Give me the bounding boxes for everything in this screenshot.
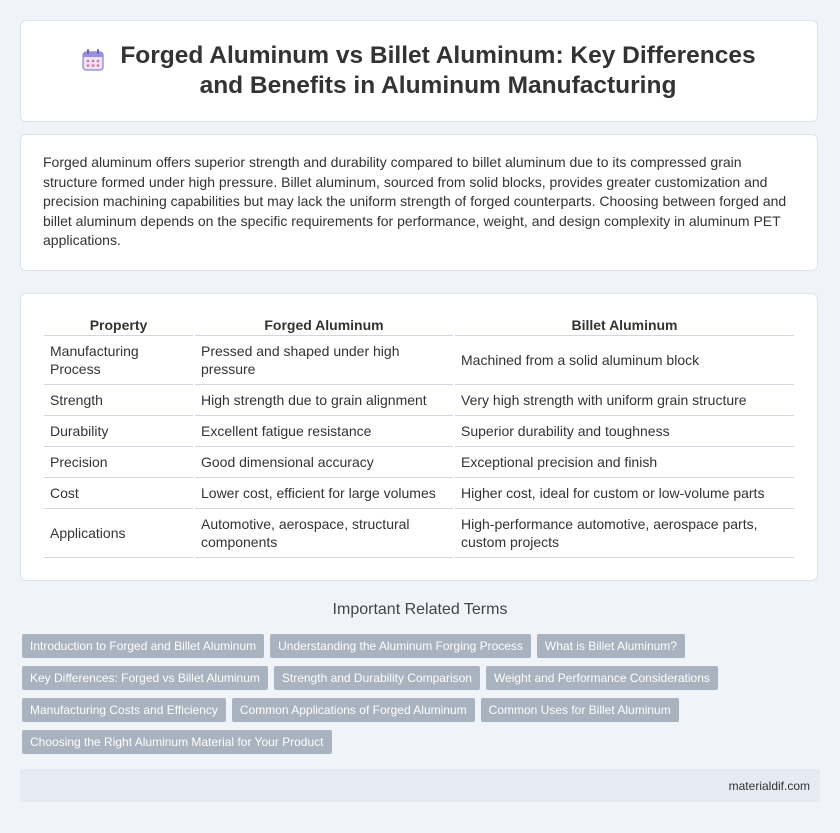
table-cell: High strength due to grain alignment [195,385,453,416]
table-cell: Durability [44,416,193,447]
intro-card [20,134,818,271]
table-cell: Superior durability and toughness [455,416,794,447]
related-term-tag[interactable]: Understanding the Aluminum Forging Process [270,634,531,658]
calendar-icon [80,47,106,73]
table-header-cell: Property [44,312,193,336]
table-row [44,336,794,385]
table-row [44,385,794,416]
table-cell: Manufacturing Process [44,336,193,385]
table-cell: Exceptional precision and finish [455,447,794,478]
table-cell: Lower cost, efficient for large volumes [195,478,453,509]
table-cell: Machined from a solid aluminum block [455,336,794,385]
comparison-table-card [20,293,818,581]
page-title: Forged Aluminum vs Billet Aluminum: Key Differences and Benefits in Aluminum Manufacturing [120,42,756,99]
title-card [20,20,818,122]
table-row [44,447,794,478]
related-term-tag[interactable]: Common Uses for Billet Aluminum [481,698,679,722]
related-term-tag[interactable]: Strength and Durability Comparison [274,666,480,690]
related-term-tag[interactable]: What is Billet Aluminum? [537,634,685,658]
table-cell: Precision [44,447,193,478]
table-header-row [44,312,794,336]
table-row [44,509,794,558]
related-term-tag[interactable]: Introduction to Forged and Billet Aluminum [22,634,264,658]
footer-site-link[interactable]: materialdif.com [728,778,810,793]
related-terms-list [22,634,822,754]
table-row [44,478,794,509]
related-term-tag[interactable]: Weight and Performance Considerations [486,666,718,690]
table-cell: Applications [44,509,193,558]
table-cell: Good dimensional accuracy [195,447,453,478]
related-term-tag[interactable]: Key Differences: Forged vs Billet Aluminum [22,666,268,690]
footer [20,769,820,802]
related-term-tag[interactable]: Choosing the Right Aluminum Material for Your Product [22,730,332,754]
comparison-table [42,312,796,558]
table-header-cell: Forged Aluminum [195,312,453,336]
table-cell: High-performance automotive, aerospace parts, custom projects [455,509,794,558]
table-cell: Pressed and shaped under high pressure [195,336,453,385]
table-cell: Cost [44,478,193,509]
intro-text: Forged aluminum offers superior strength and durability compared to billet aluminum due to its compressed grain structure formed under high pressure. Billet aluminum, sourced from solid blocks, provides greater customization and precision machining capabilities but may lack the uniform strength of forged counterparts. Choosing between forged and billet aluminum depends on the specific requirements for performance, weight, and design complexity in aluminum PET applications. [43,154,787,248]
related-term-tag[interactable]: Manufacturing Costs and Efficiency [22,698,226,722]
table-cell: Very high strength with uniform grain structure [455,385,794,416]
table-header-cell: Billet Aluminum [455,312,794,336]
related-terms-title: Important Related Terms [332,601,508,618]
table-row [44,416,794,447]
table-cell: Strength [44,385,193,416]
table-cell: Automotive, aerospace, structural components [195,509,453,558]
table-cell: Excellent fatigue resistance [195,416,453,447]
table-cell: Higher cost, ideal for custom or low-volume parts [455,478,794,509]
related-term-tag[interactable]: Common Applications of Forged Aluminum [232,698,475,722]
